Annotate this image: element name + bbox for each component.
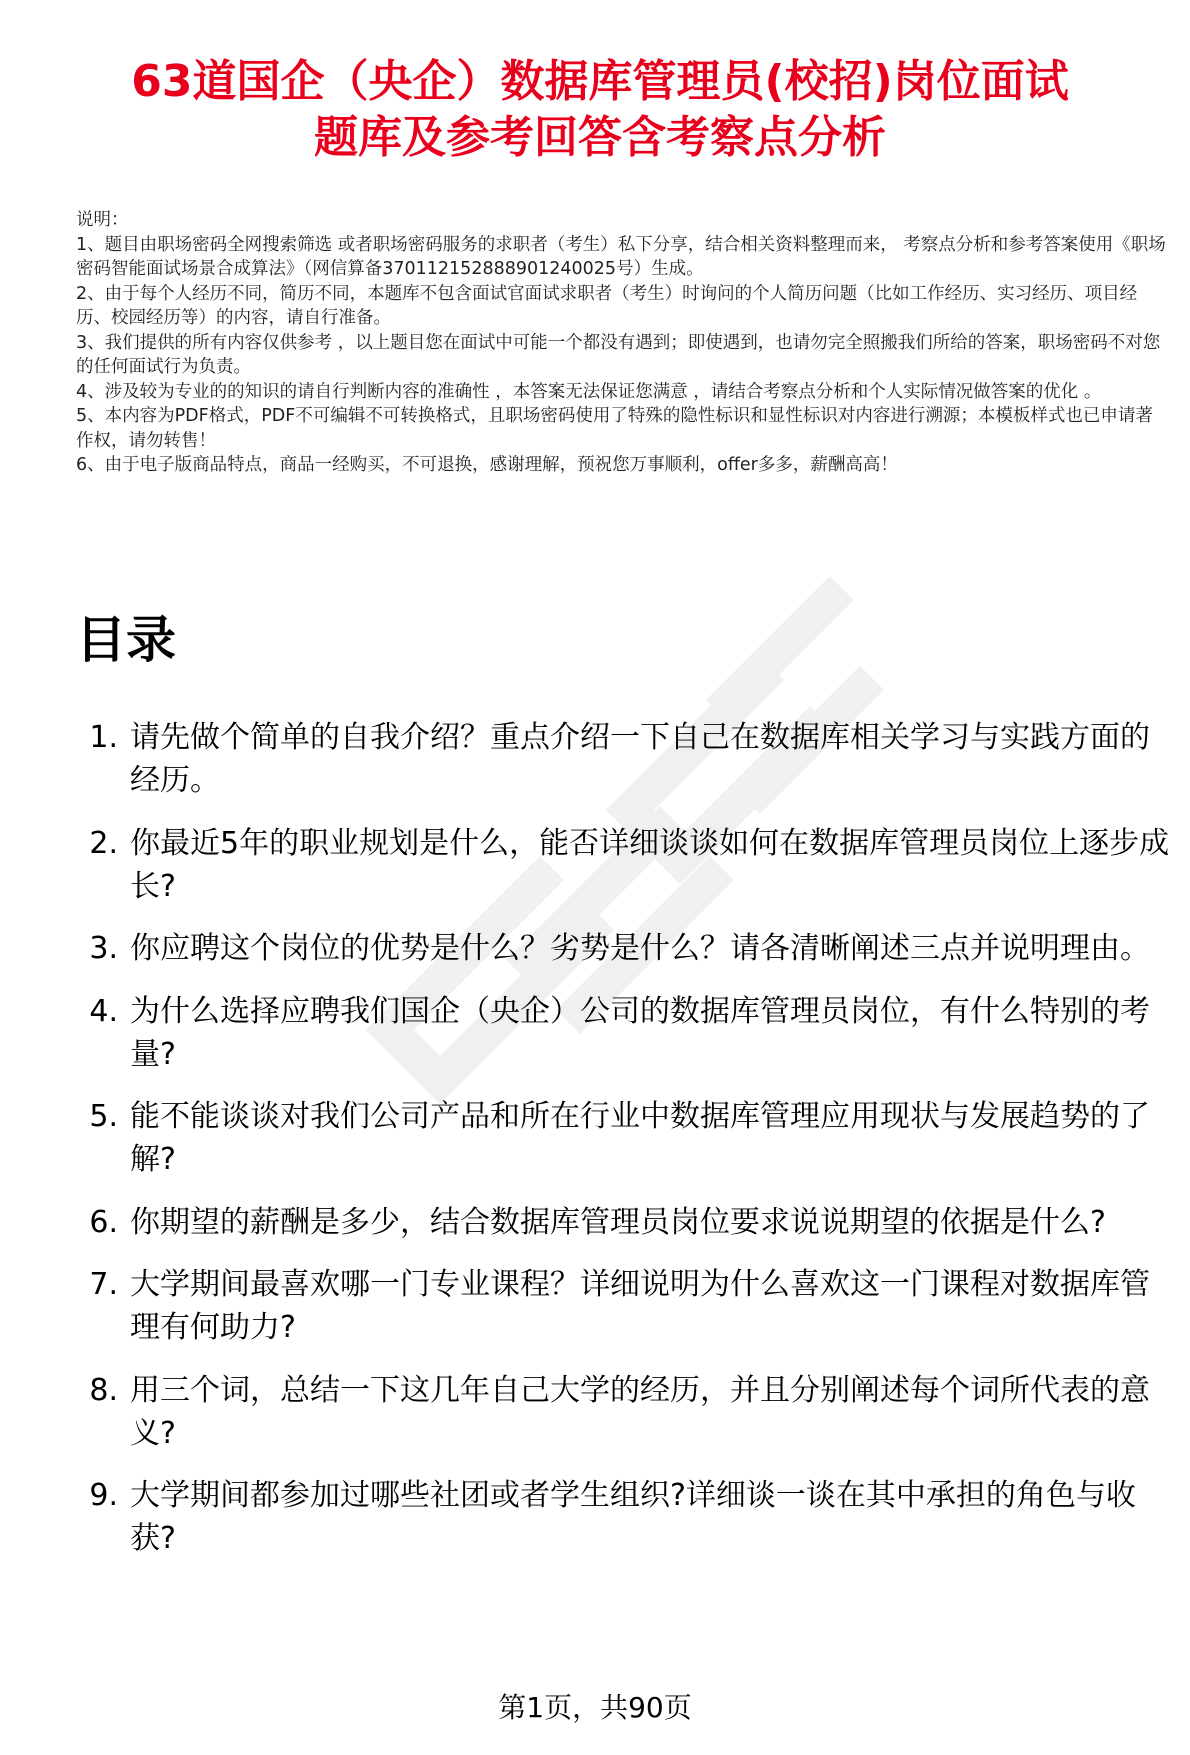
notes-heading: 说明： — [76, 210, 129, 230]
toc-question: 你期望的薪酬是多少，结合数据库管理员岗位要求说说期望的依据是什么? — [130, 1204, 1106, 1240]
toc-item[interactable] — [76, 1369, 1176, 1455]
toc-number: 2. — [89, 825, 118, 861]
toc-number: 4. — [89, 993, 118, 1029]
document-title — [60, 54, 1140, 166]
toc-question: 用三个词，总结一下这几年自己大学的经历，并且分别阐述每个词所代表的意义? — [130, 1372, 1150, 1451]
toc-question: 你应聘这个岗位的优势是什么？劣势是什么？请各清晰阐述三点并说明理由。 — [130, 931, 1150, 966]
toc-heading: 目录 — [76, 611, 176, 669]
note-item: 6、由于电子版商品特点，商品一经购买，不可退换，感谢理解，预祝您万事顺利，offer多多，薪酬高高！ — [76, 455, 898, 475]
toc-question: 能不能谈谈对我们公司产品和所在行业中数据库管理应用现状与发展趋势的了解? — [130, 1099, 1150, 1177]
toc-number: 7. — [89, 1267, 118, 1302]
toc-item[interactable] — [76, 1095, 1176, 1181]
note-item: 5、本内容为PDF格式，PDF不可编辑不可转换格式，且职场密码使用了特殊的隐性标识和显性标识对内容进行溯源；本模板样式也已申请著作权，请勿转售！ — [76, 406, 1153, 451]
toc-item[interactable] — [76, 1263, 1176, 1349]
toc-item[interactable] — [76, 1201, 1176, 1244]
note-item: 2、由于每个人经历不同，简历不同，本题库不包含面试官面试求职者（考生）时询问的个人简历问题（比如工作经历、实习经历、项目经历、校园经历等）的内容，请自行准备。 — [76, 283, 1138, 328]
toc-item[interactable] — [76, 822, 1176, 908]
page-footer: 第1页，共90页 — [498, 1691, 692, 1724]
toc-item[interactable] — [76, 927, 1176, 970]
toc-question: 为什么选择应聘我们国企（央企）公司的数据库管理员岗位，有什么特别的考量? — [130, 993, 1150, 1072]
toc-question: 大学期间都参加过哪些社团或者学生组织?详细谈一谈在其中承担的角色与收获? — [130, 1478, 1136, 1556]
toc-question: 大学期间最喜欢哪一门专业课程？详细说明为什么喜欢这一门课程对数据库管理有何助力? — [130, 1267, 1150, 1345]
notes-section — [76, 208, 1166, 478]
toc-question: 请先做个简单的自我介绍？重点介绍一下自己在数据库相关学习与实践方面的经历。 — [130, 720, 1150, 798]
note-item: 4、涉及较为专业的的知识的请自行判断内容的准确性 ，本答案无法保证您满意 ，请结合考察点分析和个人实际情况做答案的优化 。 — [76, 381, 1102, 402]
toc-item[interactable] — [76, 1474, 1176, 1560]
note-item: 3、我们提供的所有内容仅供参考 ，以上题目您在面试中可能一个都没有遇到；即使遇到，也请勿完全照搬我们所给的答案，职场密码不对您的任何面试行为负责。 — [76, 332, 1161, 377]
toc-number: 8. — [89, 1372, 118, 1408]
toc-list — [76, 716, 1176, 1580]
note-item: 1、题目由职场密码全网搜索筛选 或者职场密码服务的求职者（考生）私下分享，结合相关资料整理而来， 考察点分析和参考答案使用《职场密码智能面试场景合成算法》（网信算备370112152888901240025号）生成。 — [76, 234, 1166, 279]
title-line-2: 题库及参考回答含考察点分析 — [314, 112, 886, 163]
toc-number: 9. — [89, 1478, 118, 1513]
toc-number: 5. — [89, 1099, 118, 1134]
toc-number: 3. — [89, 931, 118, 966]
toc-question: 你最近5年的职业规划是什么，能否详细谈谈如何在数据库管理员岗位上逐步成长? — [130, 825, 1170, 904]
toc-item[interactable] — [76, 990, 1176, 1076]
toc-item[interactable] — [76, 716, 1176, 802]
toc-number: 6. — [89, 1204, 118, 1240]
title-line-1: 63道国企（央企）数据库管理员(校招)岗位面试 — [131, 56, 1069, 107]
toc-number: 1. — [89, 720, 118, 755]
